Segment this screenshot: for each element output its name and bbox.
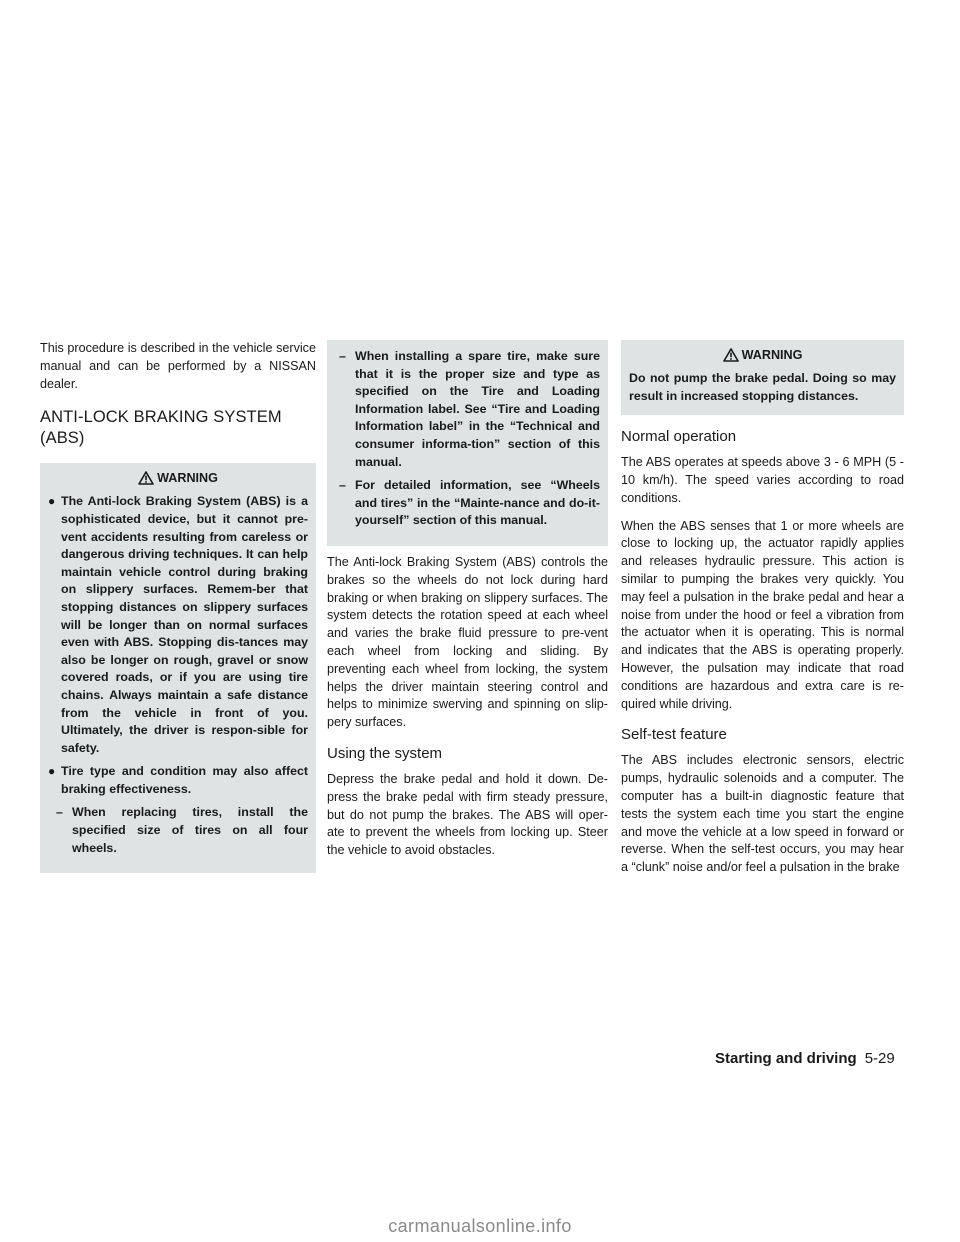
warning-bullet [48,493,308,757]
warning-header [629,346,896,364]
warning-dash-item [335,477,600,530]
intro-paragraph: This procedure is described in the vehicle service manual and can be performed by a NISSAN dealer. [40,341,316,391]
warning-bullet-text: The Anti-lock Braking System (ABS) is a sophisticated device, but it cannot pre-vent accidents resulting from careless or dangerous driving techniques. It can help maintain vehicle control during braking on slippery surfaces. Remem-ber that stopping distances on slippery surfaces will be longer than on normal surfaces even with ABS. Stopping dis-tances may also be longer on rough, gravel or snow covered roads, or if you are using tire chains. Always maintain a safe distance from the vehicle in front of you. Ultimately, the driver is respon-sible for safety. [61,494,308,755]
warning-triangle-icon [138,471,154,485]
warning-dash-text: For detailed information, see “Wheels and tires” in the “Mainte-nance and do-it-yourself” section of this manual. [355,478,600,528]
subheading-normal-operation: Normal operation [621,428,737,446]
bullet-icon: ● [48,764,56,779]
warning-dash-text: When replacing tires, install the specified size of tires on all four wheels. [72,805,308,855]
normal-operation-paragraph-2: When the ABS senses that 1 or more wheels are close to locking up, the actuator rapidly applies and releases hydraulic pressure. This action is similar to pumping the brakes very quickly. You may feel a pulsation in the brake pedal and hear a noise from under the hood or feel a vibration from the actuator when it is operating. This is normal and indicates that the ABS is operating properly. However, the pulsation may indicate that road conditions are hazardous and extra care is re-quired while driving. [621,518,904,711]
warning-title: WARNING [741,348,803,362]
warning-title: WARNING [157,471,218,486]
watermark-text: carmanualsonline.info [388,1216,572,1236]
page-footer [715,1050,915,1067]
section-heading-abs: ANTI-LOCK BRAKING SYSTEM (ABS) [40,408,282,448]
warning-box-pump [621,340,904,415]
warning-dash-item [335,348,600,471]
warning-content [335,348,600,530]
warning-box-abs [40,463,316,873]
subheading-self-test: Self-test feature [621,726,727,744]
warning-header [48,469,308,487]
warning-dash-text: When installing a spare tire, make sure that it is the proper size and type as specified on the Tire and Loading Information label. See “Tire and Loading Information label” in the “Technical and consumer informa-tion” section of this manual. [355,349,600,469]
abs-description-paragraph: The Anti-lock Braking System (ABS) controls the brakes so the wheels do not lock during hard braking or when braking on slippery surfaces. The system detects the rotation speed at each wheel and varies the brake fluid pressure to pre-vent each wheel from locking and sliding. By preventing each wheel from locking, the system helps the driver maintain steering control and helps to minimize swerving and spinning on slip-pery surfaces. [327,554,608,730]
footer-section-title: Starting and driving [715,1050,857,1067]
warning-dash-item [48,804,308,857]
bullet-icon: ● [48,494,56,509]
dash-marker: – [339,349,346,363]
warning-content [48,493,308,857]
warning-bullet [48,763,308,798]
column-3 [621,340,904,887]
warning-triangle-icon [723,348,739,362]
normal-operation-paragraph-1: The ABS operates at speeds above 3 - 6 MPH (5 - 10 km/h). The speed varies according to road conditions. [621,455,904,505]
using-system-paragraph: Depress the brake pedal and hold it down. De-press the brake pedal with firm steady pressure, but do not pump the brakes. The ABS will oper-ate to prevent the wheels from locking up. Steer the vehicle to avoid obstacles. [327,771,608,858]
subheading-using-system: Using the system [327,744,443,762]
column-1 [40,340,316,873]
dash-marker: – [339,478,346,493]
warning-bullet-text: Tire type and condition may also affect braking effectiveness. [61,764,308,796]
warning-box-continued [327,340,608,546]
dash-marker: – [56,805,63,820]
page-number: 5-29 [864,1050,895,1067]
column-2 [327,340,608,870]
warning-text: Do not pump the brake pedal. Doing so may result in increased stopping distances. [629,371,896,403]
self-test-paragraph: The ABS includes electronic sensors, electric pumps, hydraulic solenoids and a computer. The computer has a built-in diagnostic feature that tests the system each time you start the engine and move the vehicle at a low speed in forward or reverse. When the self-test occurs, you may hear a “clunk” noise and/or feel a pulsation in the brake [621,753,904,875]
